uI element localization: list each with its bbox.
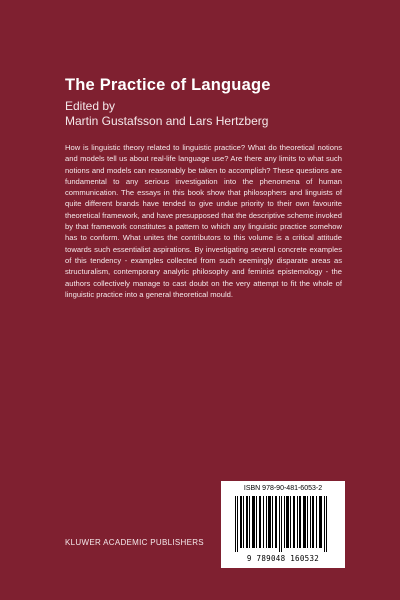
isbn-label: ISBN 978-90-481-6053-2 [243, 485, 323, 492]
book-title: The Practice of Language [65, 76, 271, 94]
editors-names: Martin Gustafsson and Lars Hertzberg [65, 114, 269, 128]
barcode-box [221, 481, 345, 568]
edited-by-label: Edited by [65, 99, 116, 113]
book-blurb: How is linguistic theory related to linguistic practice? What do theoretical notions and models tell us about real-life language use? Are there any limits to what such notions and models can reasonably be taken to accomplish? These questions are fundamental to any serious investigation into the phenomena of human communication. The essays in this book show that philosophers and linguists of quite different brands have tended to give undue priority to their own favourite theoretical framework, and have presupposed that the descriptive scheme invoked by that framework constitutes a pattern to which any linguistic practice somehow has to conform. What unites the contributors to this volume is a critical attitude towards such essentialist aspirations. By investigating several concrete examples of this tendency - examples collected from such seemingly disparate areas as structuralism, contemporary analytic philosophy and feminist epistemology - the authors collectively manage to cast doubt on the very attempt to fit the whole of linguistic practice into a general theoretical mould. [65, 143, 342, 299]
publisher-name: KLUWER ACADEMIC PUBLISHERS [65, 538, 204, 547]
barcode-digits: 9 789048 160532 [246, 554, 320, 563]
barcode-icon [233, 496, 333, 552]
